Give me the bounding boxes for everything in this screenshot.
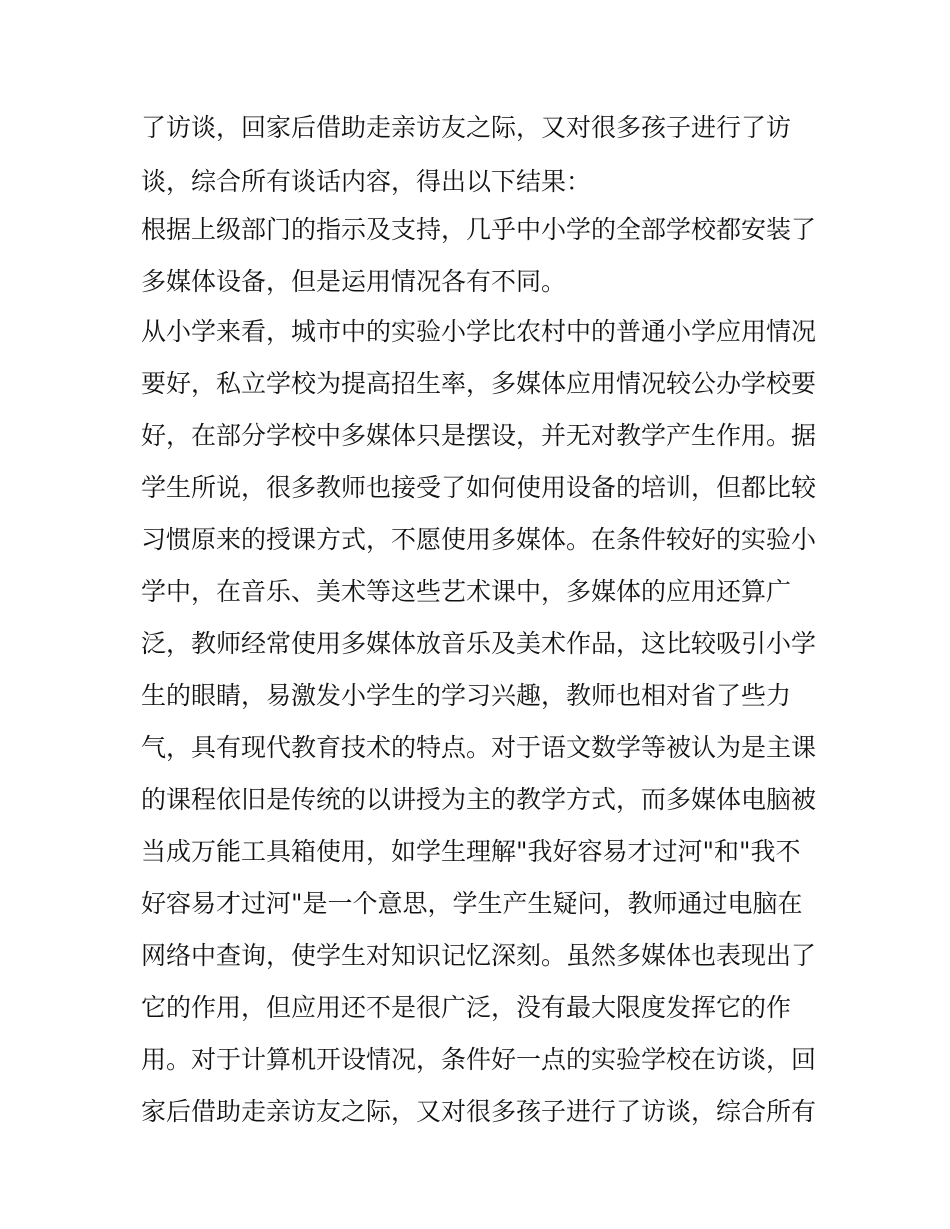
text-line: 要好，私立学校为提高招生率，多媒体应用情况较公办学校要: [141, 369, 817, 398]
text-line: 多媒体设备，但是运用情况各有不同。: [141, 267, 567, 296]
text-line: 习惯原来的授课方式，不愿使用多媒体。在条件较好的实验小: [141, 525, 817, 554]
text-line: 根据上级部门的指示及支持，几乎中小学的全部学校都安装了: [141, 215, 817, 244]
text-line: 的课程依旧是传统的以讲授为主的教学方式，而多媒体电脑被: [141, 785, 817, 814]
text-line: 用。对于计算机开设情况，条件好一点的实验学校在访谈，回: [141, 1045, 817, 1074]
text-line: 从小学来看，城市中的实验小学比农村中的普通小学应用情况: [141, 317, 817, 346]
text-line: 好容易才过河"是一个意思，学生产生疑问，教师通过电脑在: [141, 889, 803, 918]
text-line: 当成万能工具箱使用，如学生理解"我好容易才过河"和"我不: [141, 837, 801, 866]
text-line: 泛，教师经常使用多媒体放音乐及美术作品，这比较吸引小学: [141, 629, 817, 658]
text-line: 气，具有现代教育技术的特点。对于语文数学等被认为是主课: [141, 733, 817, 762]
text-line: 家后借助走亲访友之际，又对很多孩子进行了访谈，综合所有: [141, 1097, 817, 1126]
text-line: 网络中查询，使学生对知识记忆深刻。虽然多媒体也表现出了: [141, 941, 817, 970]
text-line: 生的眼睛，易激发小学生的学习兴趣，教师也相对省了些力: [141, 681, 792, 710]
text-line: 它的作用，但应用还不是很广泛，没有最大限度发挥它的作: [141, 993, 792, 1022]
text-line: 学生所说，很多教师也接受了如何使用设备的培训，但都比较: [141, 473, 817, 502]
text-line: 谈，综合所有谈话内容，得出以下结果：: [141, 167, 592, 196]
text-line: 了访谈，回家后借助走亲访友之际，又对很多孩子进行了访: [141, 113, 792, 142]
text-line: 好，在部分学校中多媒体只是摆设，并无对教学产生作用。据: [141, 421, 817, 450]
text-line: 学中，在音乐、美术等这些艺术课中，多媒体的应用还算广: [141, 577, 792, 606]
